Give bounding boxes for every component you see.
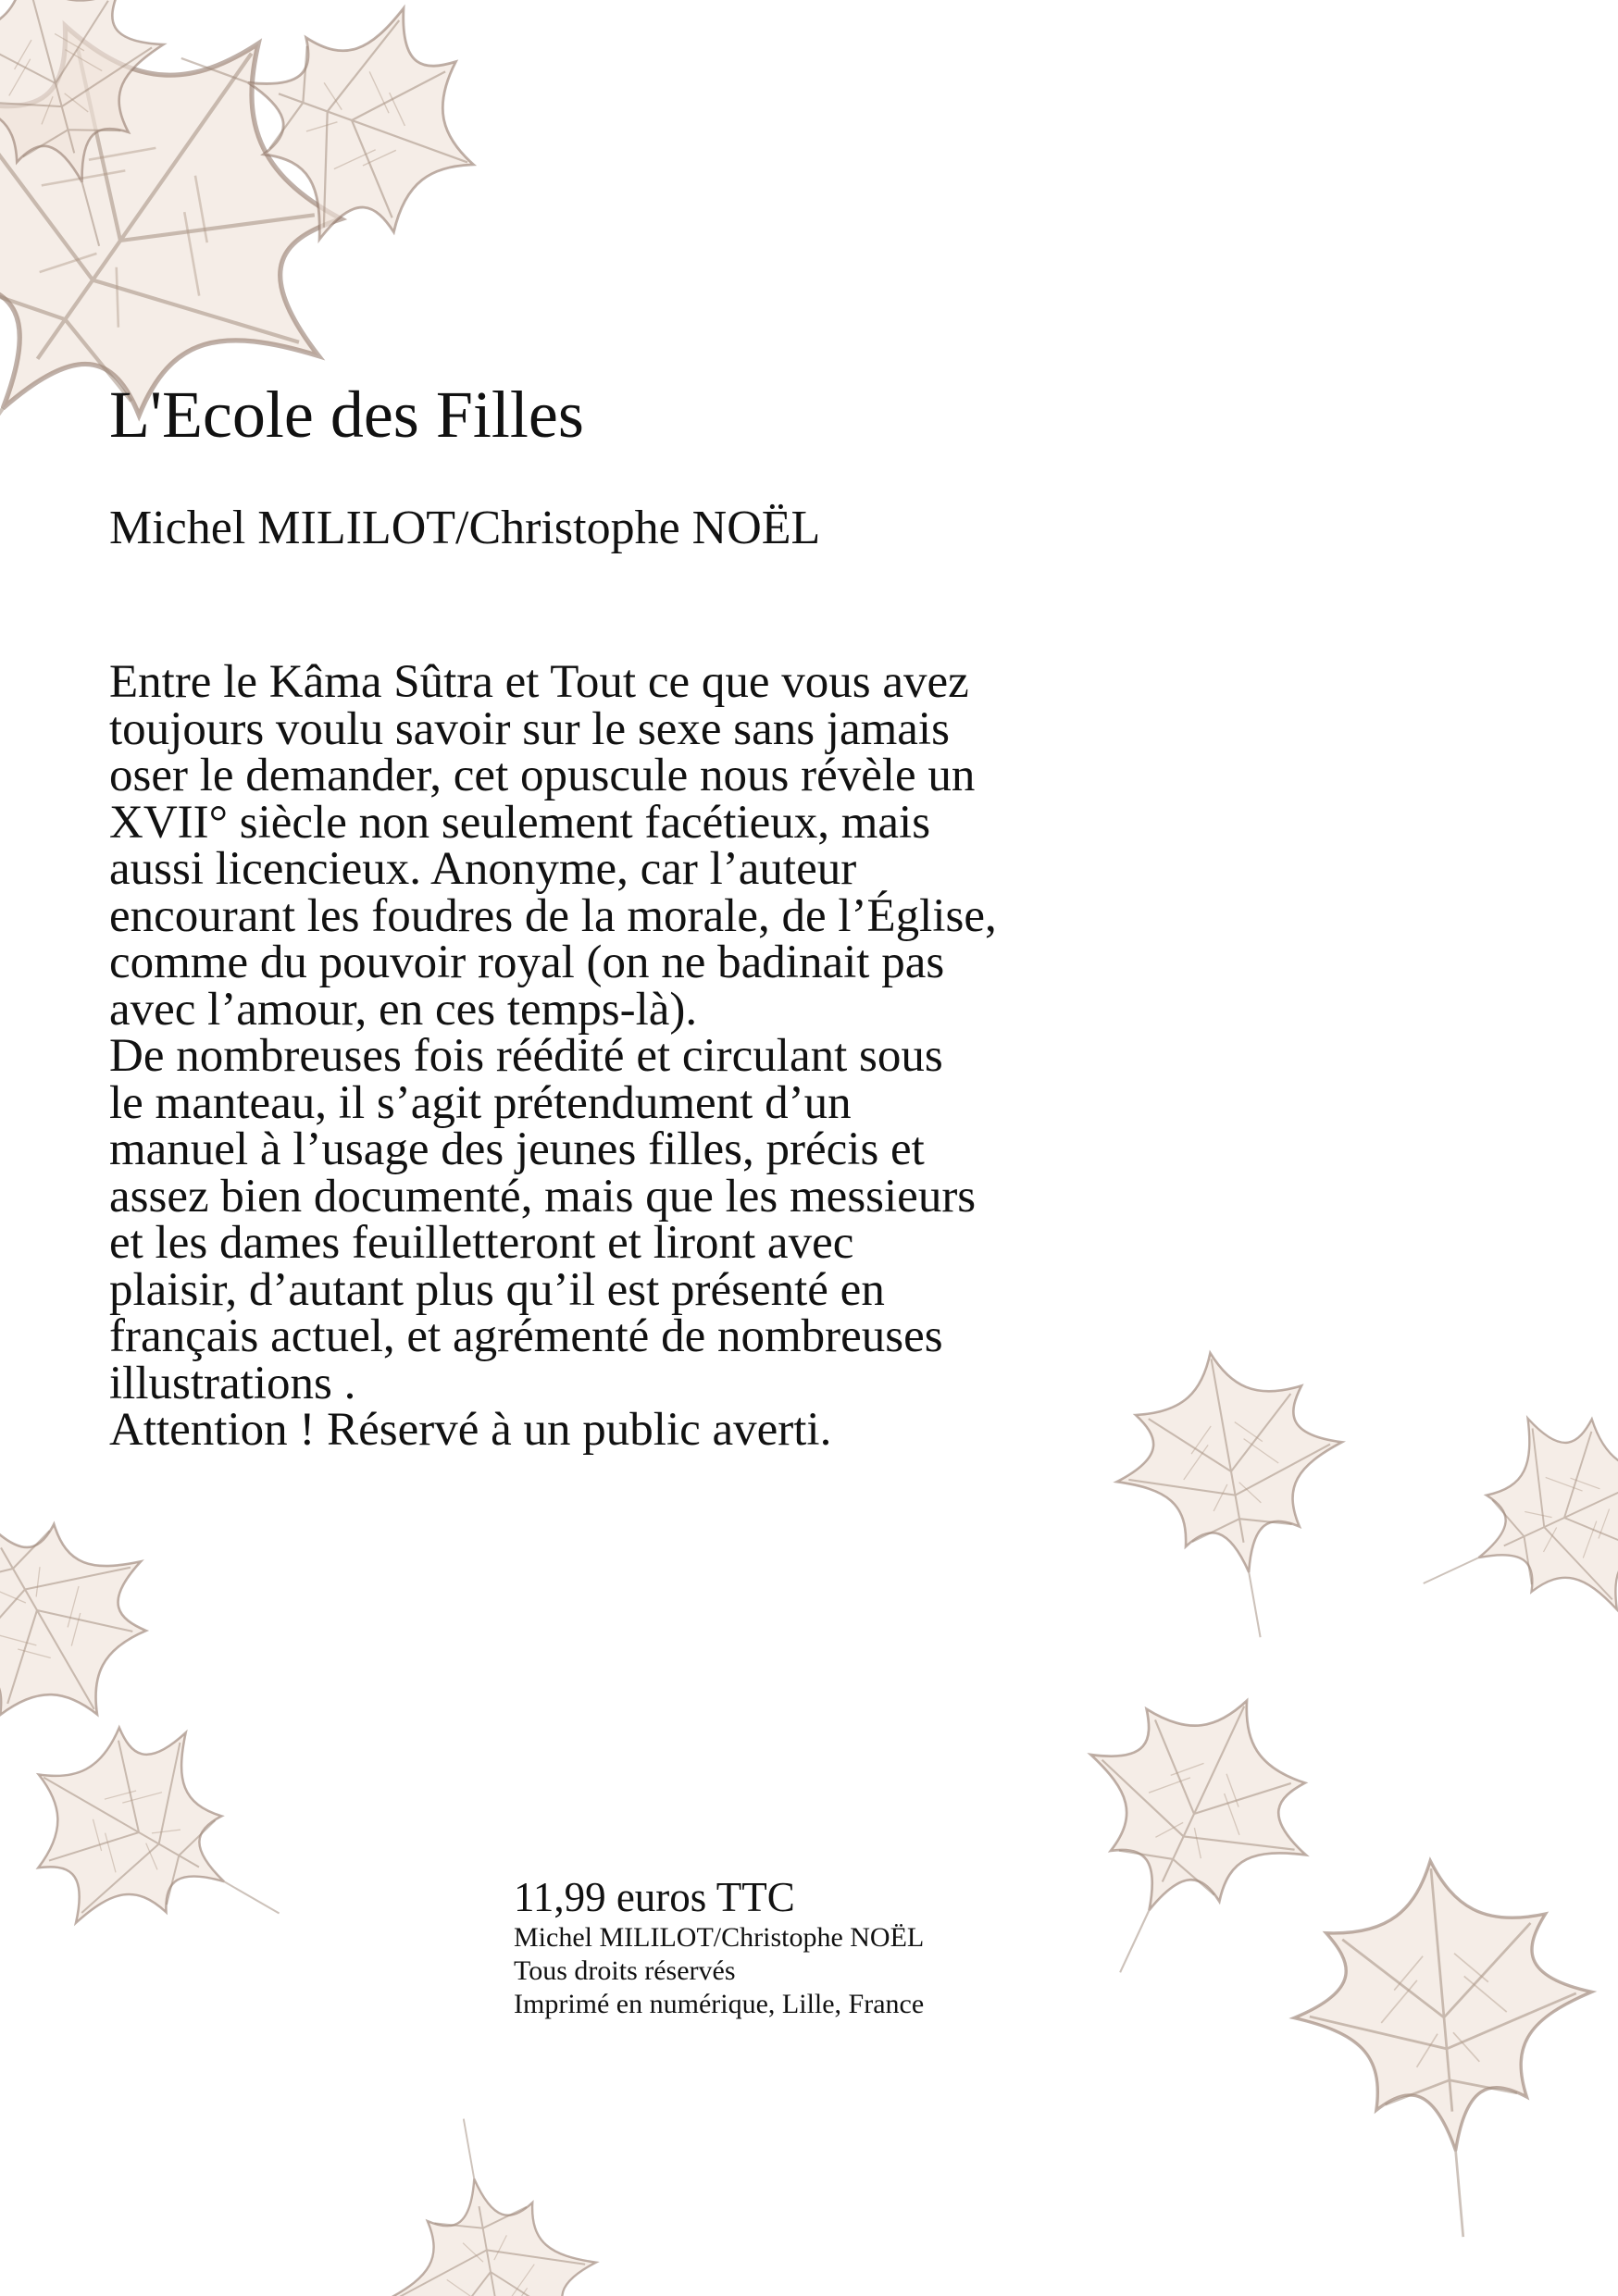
blurb-line: français actuel, et agrémenté de nombreuses bbox=[109, 1310, 943, 1362]
book-title: L'Ecole des Filles bbox=[109, 378, 584, 452]
blurb-line: toujours voulu savoir sur le sexe sans jamais bbox=[109, 702, 950, 755]
blurb-line: manuel à l’usage des jeunes filles, précis et bbox=[109, 1123, 925, 1175]
blurb-line: assez bien documenté, mais que les messieurs bbox=[109, 1170, 977, 1222]
blurb-line: Entre le Kâma Sûtra et Tout ce que vous avez bbox=[109, 656, 969, 708]
blurb-line: encourant les foudres de la morale, de l’Église, bbox=[109, 889, 997, 942]
rights-notice: Tous droits réservés bbox=[514, 1955, 736, 1986]
blurb-line: comme du pouvoir royal (on ne badinait pas bbox=[109, 937, 945, 988]
book-authors: Michel MILILOT/Christophe NOËL bbox=[109, 502, 821, 554]
printing-notice: Imprimé en numérique, Lille, France bbox=[514, 1989, 925, 2019]
colophon bbox=[514, 1873, 924, 2021]
blurb-line: le manteau, il s’agit prétendument d’un bbox=[109, 1076, 852, 1129]
price: 11,99 euros TTC bbox=[514, 1874, 795, 1920]
blurb-line: Attention ! Réservé à un public averti. bbox=[109, 1404, 832, 1456]
blurb-line: plaisir, d’autant plus qu’il est présenté en bbox=[109, 1263, 885, 1316]
leaf-bottom-center bbox=[360, 2101, 615, 2296]
leaf-bottom-right-large bbox=[1281, 1848, 1612, 2251]
blurb-line: De nombreuses fois réédité et circulant sous bbox=[109, 1030, 943, 1082]
leaf-left-middle bbox=[0, 1408, 196, 1772]
leaf-bottom-right-middle bbox=[1013, 1650, 1354, 2022]
leaf-left-lower bbox=[0, 1680, 334, 2009]
leaf-right-edge bbox=[1379, 1375, 1618, 1679]
blurb-line: aussi licencieux. Anonyme, car l’auteur bbox=[109, 843, 857, 895]
blurb-line: illustrations . bbox=[109, 1357, 356, 1409]
back-cover-blurb bbox=[109, 656, 1257, 1456]
blurb-line: et les dames feuilletteront et liront avec bbox=[109, 1217, 854, 1269]
blurb-line: oser le demander, cet opuscule nous révèle un bbox=[109, 750, 976, 801]
blurb-line: XVII° siècle non seulement facétieux, mais bbox=[109, 796, 931, 849]
copyright-holder: Michel MILILOT/Christophe NOËL bbox=[514, 1922, 925, 1953]
blurb-line: avec l’amour, en ces temps-là). bbox=[109, 983, 698, 1036]
